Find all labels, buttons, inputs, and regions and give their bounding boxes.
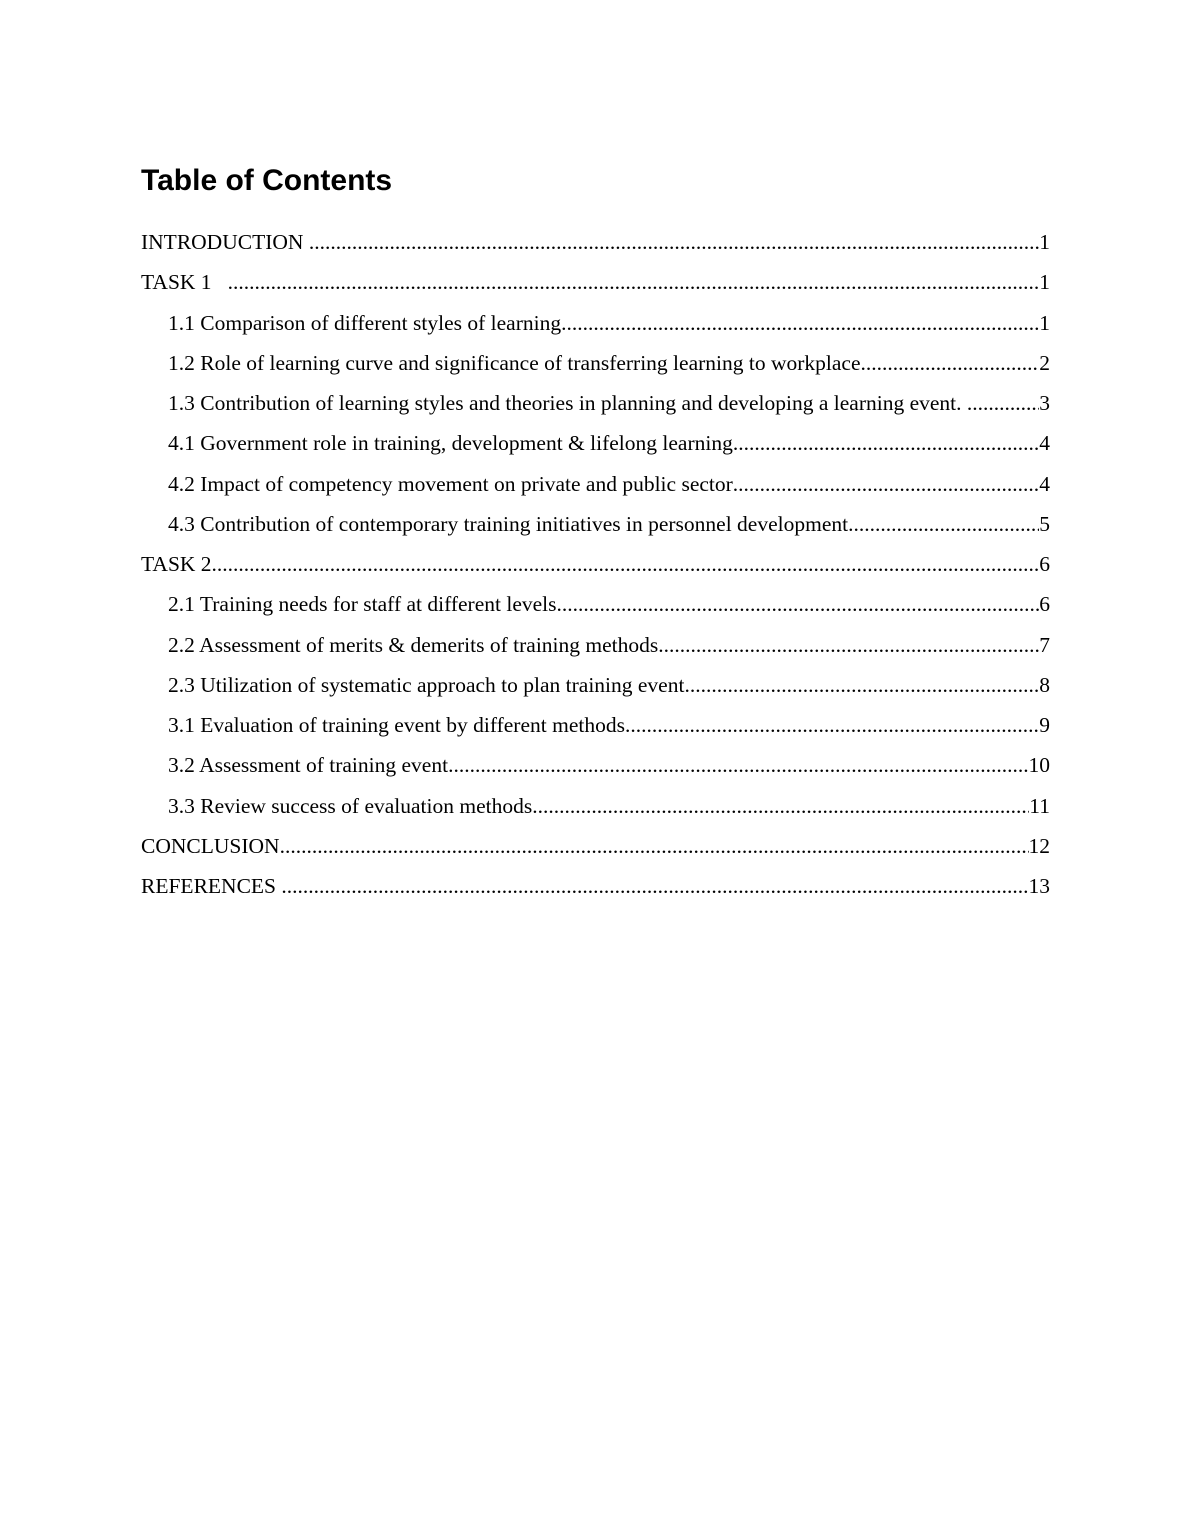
toc-entry[interactable] <box>141 266 1050 306</box>
toc-dot-leader <box>281 870 1028 903</box>
toc-page-number: 7 <box>1039 632 1050 657</box>
toc-dot-leader <box>658 629 1039 662</box>
toc-page-number: 6 <box>1039 552 1050 576</box>
toc-entry[interactable] <box>141 347 1050 387</box>
toc-dot-leader <box>848 508 1039 541</box>
toc-entry[interactable] <box>141 588 1050 628</box>
toc-entry-text: 4.1 Government role in training, development & lifelong learning <box>168 431 733 456</box>
toc-entry[interactable] <box>141 629 1050 669</box>
toc-title: Table of Contents <box>141 164 393 197</box>
toc-dot-leader <box>625 709 1039 742</box>
toc-dot-leader <box>532 790 1029 823</box>
toc-entry-text: CONCLUSION <box>141 833 280 858</box>
toc-dot-leader <box>557 588 1040 621</box>
toc-entry[interactable] <box>141 508 1050 548</box>
toc-entry[interactable] <box>141 307 1050 347</box>
toc-page-number: 2 <box>1039 350 1050 375</box>
toc-entry-text: 1.2 Role of learning curve and significance of transferring learning to workplace <box>168 350 861 375</box>
toc-list <box>141 226 1050 910</box>
toc-page-number: 12 <box>1028 833 1050 858</box>
toc-entry-text: 1.1 Comparison of different styles of learning <box>168 310 562 335</box>
toc-page-number: 8 <box>1039 672 1050 697</box>
toc-entry[interactable] <box>141 830 1050 870</box>
toc-entry-text: 2.2 Assessment of merits & demerits of training methods <box>168 632 659 657</box>
toc-page-number: 4 <box>1039 471 1050 496</box>
toc-dot-leader <box>448 749 1028 782</box>
toc-entry[interactable] <box>141 387 1050 427</box>
toc-page-number: 1 <box>1039 270 1050 295</box>
toc-dot-leader <box>733 468 1039 501</box>
toc-dot-leader <box>561 307 1039 340</box>
toc-dot-leader <box>309 226 1039 259</box>
toc-page-number: 9 <box>1039 713 1050 737</box>
toc-dot-leader <box>861 347 1040 380</box>
toc-page-number: 5 <box>1039 511 1050 536</box>
toc-page-number: 10 <box>1028 753 1050 778</box>
toc-page-number: 11 <box>1029 793 1050 818</box>
toc-page-number: 13 <box>1028 874 1050 898</box>
toc-entry-text: 2.1 Training needs for staff at different levels <box>168 592 557 617</box>
toc-entry[interactable] <box>141 790 1050 830</box>
toc-dot-leader <box>280 830 1029 863</box>
toc-page-number: 4 <box>1039 431 1050 456</box>
toc-entry-text: REFERENCES <box>141 874 282 898</box>
toc-entry[interactable] <box>141 669 1050 709</box>
toc-entry[interactable] <box>141 468 1050 508</box>
toc-entry[interactable] <box>141 709 1050 749</box>
toc-entry[interactable] <box>141 870 1050 910</box>
toc-entry-text: 1.3 Contribution of learning styles and theories in planning and developing a learning event. <box>168 391 967 415</box>
toc-entry-text: 3.1 Evaluation of training event by different methods <box>168 713 625 737</box>
toc-entry[interactable] <box>141 548 1050 588</box>
toc-entry-text: 3.3 Review success of evaluation methods <box>168 793 533 818</box>
toc-dot-leader <box>733 427 1039 460</box>
toc-page-number: 3 <box>1039 391 1050 415</box>
toc-page-number: 1 <box>1039 310 1050 335</box>
toc-dot-leader <box>212 548 1040 581</box>
toc-dot-leader <box>684 669 1039 702</box>
toc-dot-leader <box>967 387 1039 420</box>
toc-entry-text: TASK 1 <box>141 270 228 295</box>
toc-page-number: 6 <box>1039 592 1050 617</box>
toc-page-number: 1 <box>1039 230 1050 254</box>
toc-entry[interactable] <box>141 427 1050 467</box>
toc-entry-text: 3.2 Assessment of training event <box>168 753 449 778</box>
toc-dot-leader <box>228 266 1040 299</box>
toc-entry[interactable] <box>141 226 1050 266</box>
toc-entry-text: INTRODUCTION <box>141 230 309 254</box>
toc-entry-text: 4.2 Impact of competency movement on private and public sector <box>168 471 733 496</box>
toc-entry-text: 2.3 Utilization of systematic approach to plan training event <box>168 672 685 697</box>
toc-entry[interactable] <box>141 749 1050 789</box>
toc-entry-text: 4.3 Contribution of contemporary training initiatives in personnel development <box>168 511 849 536</box>
toc-entry-text: TASK 2 <box>141 552 212 576</box>
